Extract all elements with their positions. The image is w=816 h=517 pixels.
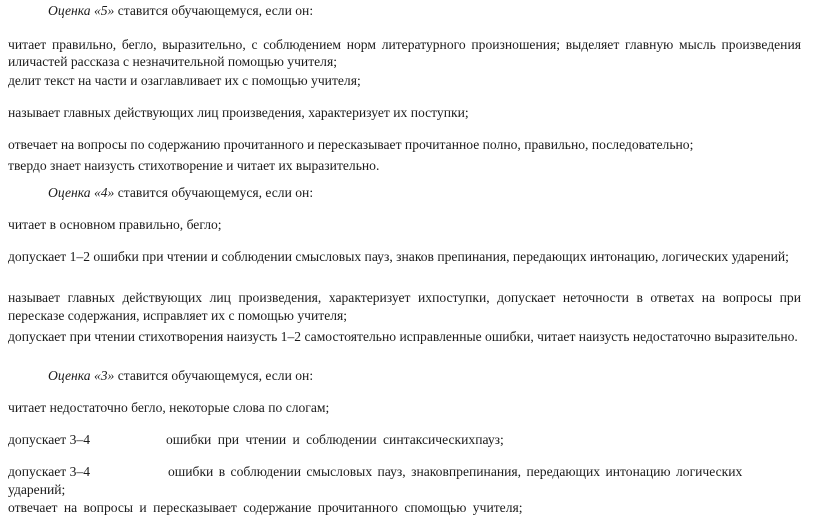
grade4-item-2: допускает 1–2 ошибки при чтении и соблюдении смысловых пауз, знаков препинания, передающих интонацию, логических ударений; [8,249,789,264]
grade3-item-4: отвечает на вопросы и пересказывает содержание прочитанного спомощью учителя; [8,500,523,515]
grade3-item-3-lead: допускает 3–4 [8,464,91,479]
grade5-item-2: делит текст на части и озаглавливает их с помощью учителя; [8,73,361,88]
grade4-item-3: называет главных действующих лиц произведения, характеризует ихпоступки, допускает неточности в ответах на вопросы при пересказе содержания, исправляет их с помощью учителя; [8,290,801,323]
grade4-item-4: допускает при чтении стихотворения наизусть 1–2 самостоятельно исправленные ошибки, читает наизусть недостаточно выразительно. [8,329,798,344]
grade3-item-2-lead: допускает 3–4 [8,432,91,447]
grade3-heading-italic: Оценка «3» [48,368,115,383]
grade5-item-1: читает правильно, бегло, выразительно, с соблюдением норм литературного произношения; выделяет главную мысль произведения иличастей рассказа с незначительной помощью учителя; [8,37,801,69]
grade5-heading [48,2,313,20]
grade5-heading-rest: ставится обучающемуся, если он: [114,3,314,18]
grade3-item-3-tail: ударений; [8,482,66,497]
grade5-item-3: называет главных действующих лиц произведения, характеризует их поступки; [8,105,469,120]
grade3-item-2-text: ошибки при чтении и соблюдении синтаксическихпауз; [166,432,504,447]
grade4-heading [48,184,313,202]
grade4-item-1: читает в основном правильно, бегло; [8,217,222,232]
grade4-heading-rest: ставится обучающемуся, если он: [114,185,314,200]
grade5-item-5: твердо знает наизусть стихотворение и читает их выразительно. [8,158,380,173]
grade4-heading-italic: Оценка «4» [48,185,115,200]
grade3-heading-rest: ставится обучающемуся, если он: [114,368,314,383]
grade3-heading [48,367,313,385]
grade5-item-4: отвечает на вопросы по содержанию прочитанного и пересказывает прочитанное полно, правильно, последовательно; [8,137,694,152]
grade3-item-1: читает недостаточно бегло, некоторые слова по слогам; [8,400,330,415]
grade5-heading-italic: Оценка «5» [48,3,115,18]
grade3-item-3-text: ошибки в соблюдении смысловых пауз, знаковпрепинания, передающих интонацию логических [168,464,743,479]
